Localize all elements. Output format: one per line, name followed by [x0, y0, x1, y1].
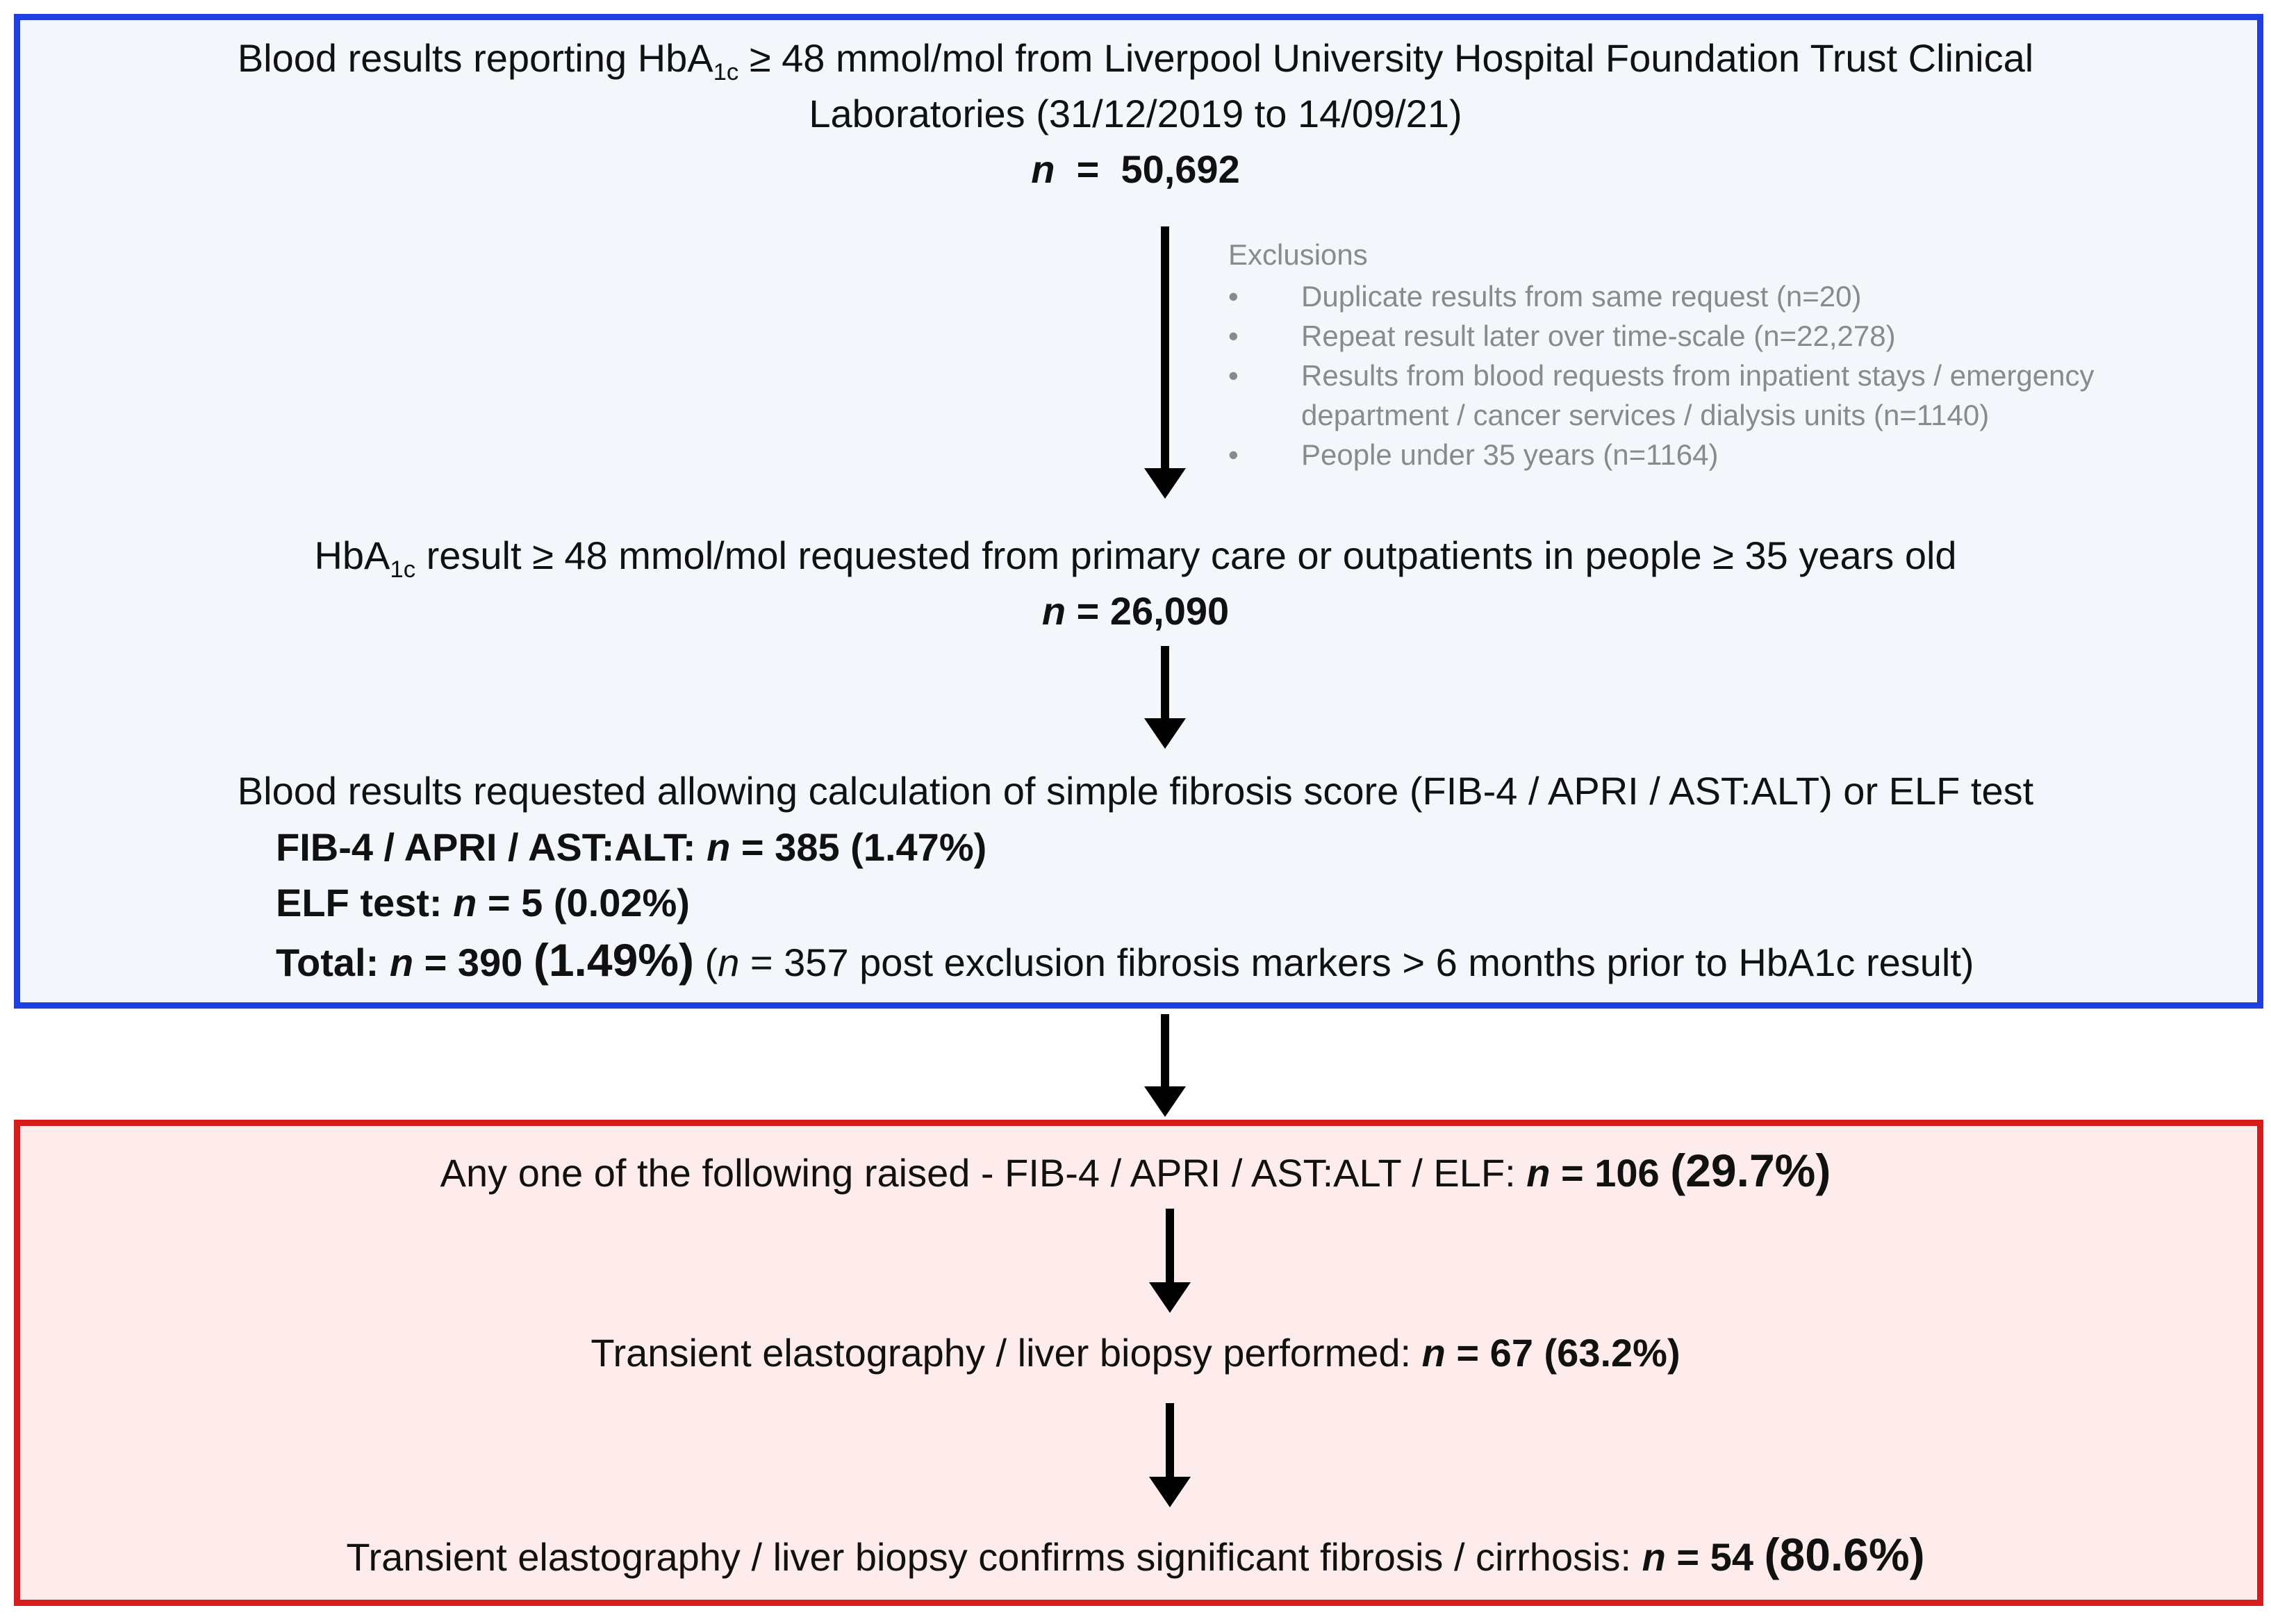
initial-results-line2: Laboratories (31/12/2019 to 14/09/21)	[809, 92, 1462, 135]
arrow-down-1	[1144, 226, 1186, 499]
fibrosis-score-requests-line: Blood results requested allowing calculation of simple fibrosis score (FIB-4 / APRI / AST:ALT) or ELF test	[237, 769, 2034, 813]
raised-marker-count: Any one of the following raised - FIB-4 / APRI / AST:ALT / ELF: n = 106 (29.7%)	[440, 1145, 1831, 1196]
exclusion-item: • People under 35 years (n=1164)	[1228, 438, 1719, 471]
elastography-performed-count: Transient elastography / liver biopsy performed: n = 67 (63.2%)	[591, 1331, 1680, 1375]
initial-results-line1: Blood results reporting HbA$_{1c}$ ≥ 48 mmol/mol from Liverpool University Hospital Foundation Trust Clinical	[237, 36, 2034, 86]
primary-care-cohort-count: n = 26,090	[1041, 589, 1230, 633]
exclusions-title: Exclusions	[1228, 238, 1368, 271]
arrow-down-4	[1149, 1209, 1191, 1313]
initial-results-count: n = 50,692	[1031, 147, 1240, 191]
fibrosis-confirmed-count: Transient elastography / liver biopsy confirms significant fibrosis / cirrhosis: n = 54 (80.6%)	[346, 1529, 1925, 1580]
total-fibrosis-count: Total: n = 390 (1.49%) (n = 357 post exclusion fibrosis markers > 6 months prior to HbA1c result)	[276, 934, 1974, 986]
arrow-down-2	[1144, 646, 1186, 749]
exclusion-item: • Results from blood requests from inpatient stays / emergency	[1228, 359, 2095, 392]
arrow-down-3	[1144, 1014, 1186, 1117]
fib4-apri-count: FIB-4 / APRI / AST:ALT: n = 385 (1.47%)	[276, 825, 987, 869]
exclusion-item: • Repeat result later over time-scale (n=22,278)	[1228, 320, 1896, 352]
exclusion-item-continued: department / cancer services / dialysis units (n=1140)	[1301, 399, 1990, 431]
exclusion-item: • Duplicate results from same request (n=20)	[1228, 280, 1862, 313]
primary-care-cohort-line: HbA$_{1c}$ result ≥ 48 mmol/mol requested from primary care or outpatients in people ≥ 35 years old	[314, 533, 1957, 583]
elf-test-count: ELF test: n = 5 (0.02%)	[276, 881, 690, 925]
arrow-down-5	[1149, 1403, 1191, 1507]
